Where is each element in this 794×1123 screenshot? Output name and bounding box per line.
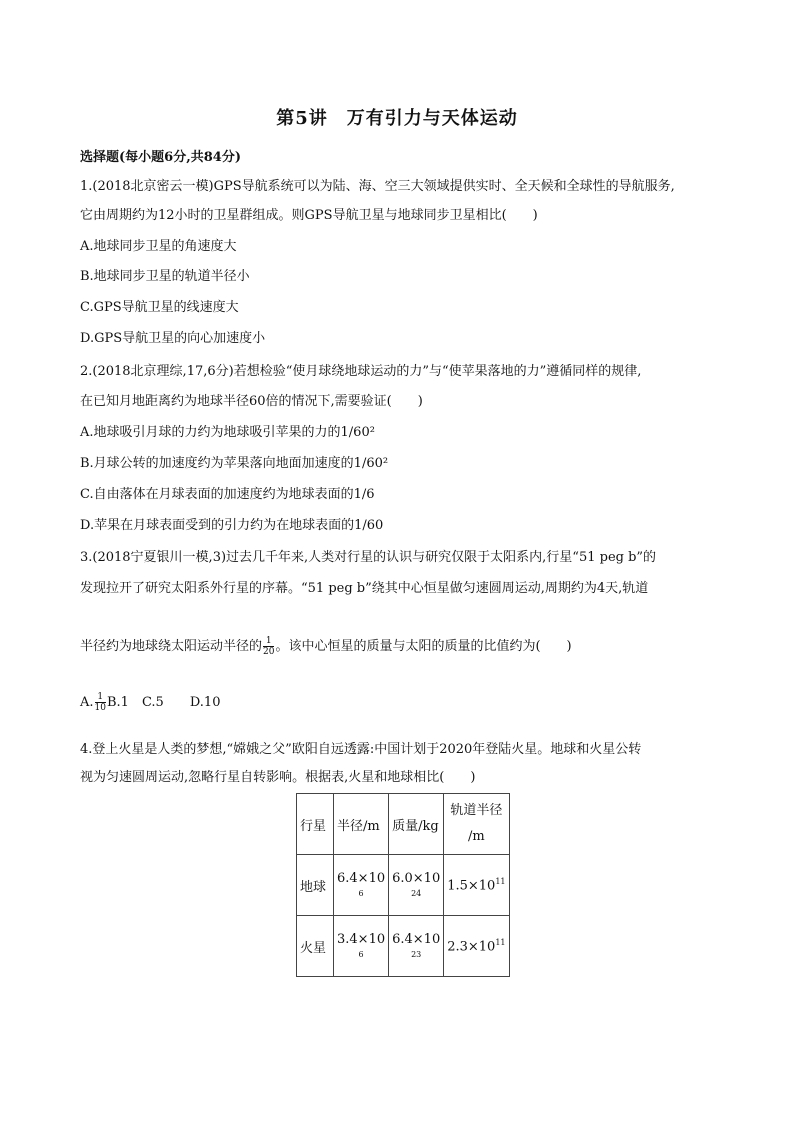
q2-option-a: A.地球吸引月球的力约为地球吸引苹果的力的1/60² xyxy=(80,425,375,440)
section-heading: 选择题(每小题6分,共84分) xyxy=(80,150,241,165)
table-header-row xyxy=(297,794,510,855)
cell-radius xyxy=(334,916,389,977)
cell-mass-exp: 23 xyxy=(411,950,422,959)
q3-option-a-label: A. xyxy=(80,695,94,710)
cell-orbit xyxy=(444,855,509,916)
q1-option-a: A.地球同步卫星的角速度大 xyxy=(80,239,237,254)
cell-orbit xyxy=(444,916,509,977)
cell-orbit-base: 1.5×10 xyxy=(447,878,496,894)
cell-orbit-exp: 11 xyxy=(495,937,506,947)
q3-line1: 3.(2018宁夏银川一模,3)过去几千年来,人类对行星的认识与研究仅限于太阳系内,行星“51 peg b”的 xyxy=(80,550,657,565)
q3-option-a-fraction xyxy=(95,692,106,713)
q4-line1: 4.登上火星是人类的梦想,“嫦娥之父”欧阳自远透露:中国计划于2020年登陆火星。地球和火星公转 xyxy=(80,742,642,757)
q2-option-d: D.苹果在月球表面受到的引力约为在地球表面的1/60 xyxy=(80,518,384,533)
planet-table xyxy=(296,793,510,977)
q3-options-rest: B.1 C.5 D.10 xyxy=(106,695,221,710)
header-orbit-line1: 轨道半径 xyxy=(450,803,503,818)
q3-line3-pre: 半径约为地球绕太阳运动半径的 xyxy=(80,639,263,654)
cell-mass xyxy=(389,916,444,977)
q3-fraction xyxy=(263,636,274,657)
cell-mass-exp: 24 xyxy=(411,889,422,898)
q1-option-d: D.GPS导航卫星的向心加速度小 xyxy=(80,331,266,346)
cell-orbit-exp: 11 xyxy=(495,876,506,886)
header-planet: 行星 xyxy=(297,794,334,855)
cell-mass xyxy=(389,855,444,916)
q3-option-a-numerator: 1 xyxy=(95,692,106,703)
cell-radius xyxy=(334,855,389,916)
cell-planet-name: 地球 xyxy=(297,855,334,916)
cell-mass-base: 6.0×10 xyxy=(392,871,441,886)
q3-fraction-denominator: 20 xyxy=(263,647,275,657)
q2-line1: 2.(2018北京理综,17,6分)若想检验“使月球绕地球运动的力”与“使苹果落地的力”遵循同样的规律, xyxy=(80,364,642,379)
q3-line3-post: 。该中心恒星的质量与太阳的质量的比值约为( ) xyxy=(275,639,572,654)
q1-option-b: B.地球同步卫星的轨道半径小 xyxy=(80,269,250,284)
q3-line2: 发现拉开了研究太阳系外行星的序幕。“51 peg b”绕其中心恒星做匀速圆周运动,周期约为4天,轨道 xyxy=(80,581,649,596)
q3-fraction-numerator: 1 xyxy=(263,636,274,647)
cell-radius-exp: 6 xyxy=(358,950,364,959)
cell-radius-base: 6.4×10 xyxy=(337,871,386,886)
header-mass: 质量/kg xyxy=(389,794,444,855)
q2-option-b: B.月球公转的加速度约为苹果落向地面加速度的1/60² xyxy=(80,456,389,471)
table-row xyxy=(297,916,510,977)
q4-line2: 视为匀速圆周运动,忽略行星自转影响。根据表,火星和地球相比( ) xyxy=(80,770,476,785)
q3-line3 xyxy=(80,634,572,660)
table-row xyxy=(297,855,510,916)
q2-option-c: C.自由落体在月球表面的加速度约为地球表面的1/6 xyxy=(80,487,375,502)
cell-radius-exp: 6 xyxy=(358,889,364,898)
page-title: 第5讲 万有引力与天体运动 xyxy=(276,108,518,129)
q1-line2: 它由周期约为12小时的卫星群组成。则GPS导航卫星与地球同步卫星相比( ) xyxy=(80,208,538,223)
cell-orbit-base: 2.3×10 xyxy=(447,939,496,955)
cell-mass-base: 6.4×10 xyxy=(392,932,441,947)
q3-options xyxy=(80,690,220,716)
header-radius: 半径/m xyxy=(334,794,389,855)
cell-radius-base: 3.4×10 xyxy=(337,932,386,947)
header-orbit xyxy=(444,794,509,855)
q2-line2: 在已知月地距离约为地球半径60倍的情况下,需要验证( ) xyxy=(80,394,423,409)
cell-planet-name: 火星 xyxy=(297,916,334,977)
q1-line1: 1.(2018北京密云一模)GPS导航系统可以为陆、海、空三大领域提供实时、全天候和全球性的导航服务, xyxy=(80,179,675,194)
header-orbit-line2: /m xyxy=(468,829,485,844)
q3-option-a-denominator: 10 xyxy=(94,703,106,713)
q1-option-c: C.GPS导航卫星的线速度大 xyxy=(80,300,239,315)
